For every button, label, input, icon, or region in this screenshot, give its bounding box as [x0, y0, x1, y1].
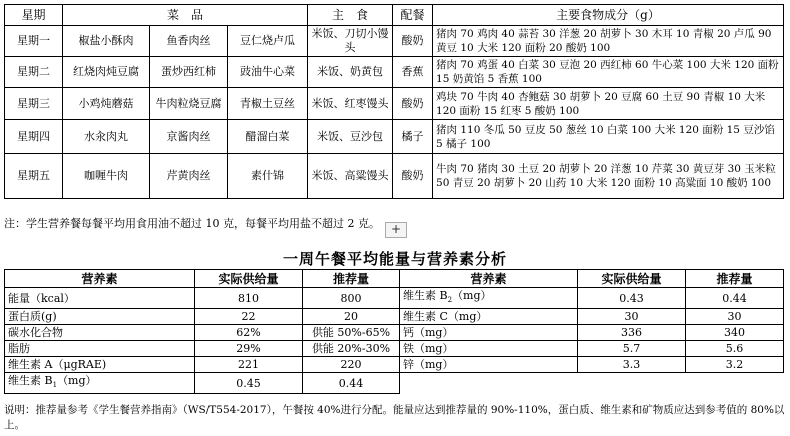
nutrition-note: 说明：推荐量参考《学生餐营养指南》（WS/T554-2017），午餐按 40%进行分配。能量应达到推荐量的 90%-110%，蛋白质、维生素和矿物质应达到参考值的 80%以上。 [4, 404, 785, 431]
menu-side: 酸奶 [393, 154, 433, 199]
menu-day: 星期四 [5, 120, 63, 154]
menu-row-wednesday [5, 88, 784, 120]
menu-staple: 米饭、刀切小馒头 [308, 26, 393, 57]
nutrient-subscript: 1 [52, 381, 58, 390]
recommended-value: 5.6 [686, 341, 784, 357]
expand-plus-button[interactable]: + [385, 222, 407, 238]
supply-value: 336 [578, 325, 686, 341]
nutrition-table [4, 269, 784, 394]
nutrient-name: 蛋白质(g) [5, 309, 195, 325]
nutrient-name: 维生素 C（mg） [400, 309, 578, 325]
menu-day: 星期五 [5, 154, 63, 199]
supply-value: 62% [195, 325, 303, 341]
menu-header-staple: 主 食 [308, 5, 393, 26]
menu-dish: 红烧肉炖豆腐 [63, 57, 150, 88]
nutrient-unit: （mg） [452, 289, 492, 302]
nutrient-name: 碳水化合物 [5, 325, 195, 341]
menu-dish: 鱼香肉丝 [150, 26, 228, 57]
menu-ingredients: 猪肉 110 冬瓜 50 豆皮 50 葱丝 10 白菜 100 大米 120 面粉 15 豆沙馅 5 橘子 100 [433, 120, 784, 154]
nutrient-name: 锌（mg） [400, 357, 578, 373]
menu-dish: 豉油牛心菜 [228, 57, 308, 88]
menu-ingredients: 鸡块 70 牛肉 40 杏鲍菇 30 胡萝卜 20 豆腐 60 土豆 90 青椒 10 大米 120 面粉 15 红枣 5 酸奶 100 [433, 88, 784, 120]
nutrition-header-row [5, 270, 784, 288]
recommended-value: 340 [686, 325, 784, 341]
menu-ingredients: 牛肉 70 猪肉 30 土豆 20 胡萝卜 20 洋葱 10 芹菜 30 黄豆芽 30 玉米粒 50 青豆 20 胡萝卜 20 山药 10 大米 120 面粉 10 高粱面 10 酸奶 100 [433, 154, 784, 199]
supply-value: 0.45 [195, 373, 303, 394]
menu-side: 酸奶 [393, 88, 433, 120]
menu-header-side: 配餐 [393, 5, 433, 26]
menu-dish: 蛋炒西红柿 [150, 57, 228, 88]
menu-staple: 米饭、高粱馒头 [308, 154, 393, 199]
menu-dish: 椒盐小酥肉 [63, 26, 150, 57]
recommended-value: 220 [303, 357, 400, 373]
menu-dish: 牛肉粒烧豆腐 [150, 88, 228, 120]
supply-value: 30 [578, 309, 686, 325]
supply-value: 29% [195, 341, 303, 357]
menu-side: 酸奶 [393, 26, 433, 57]
menu-staple: 米饭、豆沙包 [308, 120, 393, 154]
menu-dish: 素什锦 [228, 154, 308, 199]
nutrition-header-supply: 实际供给量 [195, 270, 303, 288]
menu-ingredients: 猪肉 70 鸡蛋 40 白菜 30 豆泡 20 西红柿 60 牛心菜 100 大米 120 面粉 15 奶黄馅 5 香蕉 100 [433, 57, 784, 88]
table-row [5, 341, 784, 357]
menu-dish: 青椒土豆丝 [228, 88, 308, 120]
menu-dish: 芹黄肉丝 [150, 154, 228, 199]
supply-value: 3.3 [578, 357, 686, 373]
nutrient-name: 维生素 A（μgRAE) [5, 357, 195, 373]
nutrient-name [400, 288, 578, 309]
supply-value: 221 [195, 357, 303, 373]
weekly-menu-table [4, 4, 784, 199]
recommended-value: 供能 20%-30% [303, 341, 400, 357]
recommended-value: 20 [303, 309, 400, 325]
recommended-value: 0.44 [303, 373, 400, 394]
menu-day: 星期三 [5, 88, 63, 120]
menu-dish: 醋溜白菜 [228, 120, 308, 154]
supply-value: 810 [195, 288, 303, 309]
menu-row-friday [5, 154, 784, 199]
nutrient-name [5, 373, 195, 394]
menu-day: 星期二 [5, 57, 63, 88]
recommended-value: 0.44 [686, 288, 784, 309]
menu-day: 星期一 [5, 26, 63, 57]
menu-dish: 豆仁烧卢瓜 [228, 26, 308, 57]
menu-row-monday [5, 26, 784, 57]
supply-value: 5.7 [578, 341, 686, 357]
nutrition-header-nutrient: 营养素 [400, 270, 578, 288]
table-row [5, 288, 784, 309]
nutrient-name-text: 维生素 B [8, 374, 53, 388]
nutrient-subscript: 2 [447, 296, 453, 305]
nutrient-name: 钙（mg） [400, 325, 578, 341]
menu-note: 注：学生营养餐每餐平均用食用油不超过 10 克，每餐平均用盐不超过 2 克。 [4, 217, 380, 230]
nutrition-header-recommended: 推荐量 [303, 270, 400, 288]
menu-dish: 水汆肉丸 [63, 120, 150, 154]
recommended-value: 30 [686, 309, 784, 325]
nutrition-header-nutrient: 营养素 [5, 270, 195, 288]
menu-header-day: 星期 [5, 5, 63, 26]
nutrient-name: 脂肪 [5, 341, 195, 357]
menu-side: 橘子 [393, 120, 433, 154]
nutrient-unit: （mg） [57, 374, 97, 388]
supply-value: 0.43 [578, 288, 686, 309]
nutrition-header-recommended: 推荐量 [686, 270, 784, 288]
nutrition-header-supply: 实际供给量 [578, 270, 686, 288]
menu-side: 香蕉 [393, 57, 433, 88]
nutrient-name: 能量（kcal） [5, 288, 195, 309]
table-row [5, 373, 784, 394]
menu-staple: 米饭、红枣馒头 [308, 88, 393, 120]
table-row [5, 325, 784, 341]
menu-ingredients: 猪肉 70 鸡肉 40 蒜苔 30 洋葱 20 胡萝卜 30 木耳 10 青椒 20 卢瓜 90 黄豆 10 大米 120 面粉 20 酸奶 100 [433, 26, 784, 57]
menu-header-dishes: 菜 品 [63, 5, 308, 26]
nutrient-name: 铁（mg） [400, 341, 578, 357]
menu-header-row [5, 5, 784, 26]
menu-row-thursday [5, 120, 784, 154]
menu-dish: 京酱肉丝 [150, 120, 228, 154]
table-row [5, 309, 784, 325]
table-row [5, 357, 784, 373]
menu-staple: 米饭、奶黄包 [308, 57, 393, 88]
menu-dish: 小鸡炖蘑菇 [63, 88, 150, 120]
nutrient-name-text: 维生素 B [403, 289, 448, 302]
recommended-value: 800 [303, 288, 400, 309]
recommended-value: 3.2 [686, 357, 784, 373]
recommended-value: 供能 50%-65% [303, 325, 400, 341]
nutrition-title: 一周午餐平均能量与营养素分析 [282, 250, 507, 268]
menu-dish: 咖喱牛肉 [63, 154, 150, 199]
menu-header-ingredients: 主要食物成分（g） [433, 5, 784, 26]
supply-value: 22 [195, 309, 303, 325]
menu-row-tuesday [5, 57, 784, 88]
